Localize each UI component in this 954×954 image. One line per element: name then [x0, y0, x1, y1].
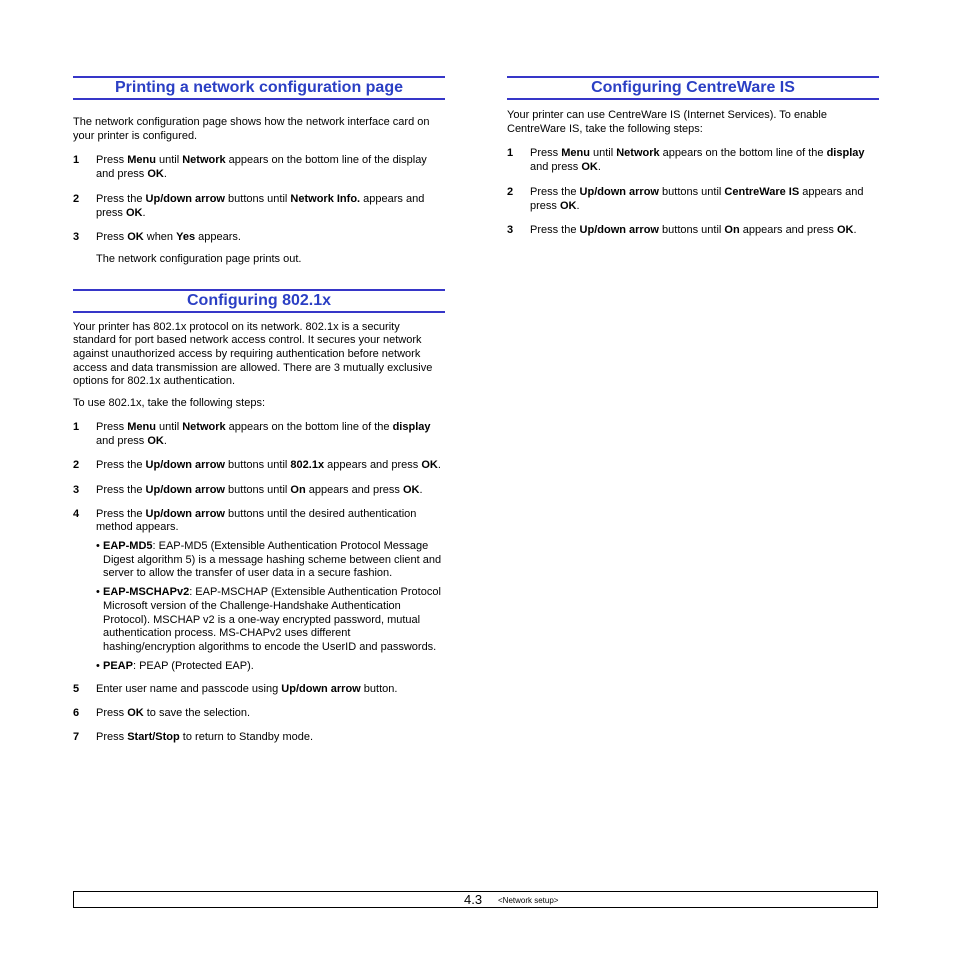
text-run: .: [437, 459, 441, 472]
step-item: [73, 154, 445, 181]
text-run: Press: [96, 154, 128, 167]
bullet-item: [73, 586, 445, 655]
step-number: 2: [507, 185, 514, 198]
step-number: 2: [73, 192, 80, 205]
step-item: [507, 186, 879, 213]
step-item: [507, 224, 879, 238]
text-run: Press the: [530, 185, 580, 198]
text-run: : EAP-MSCHAP (Extensible Authentication Protocol Microsoft version of the Challenge-Handshake Authentication Protocol). MSCHAP v2 is a one-way encrypted password, mutual authentication process. MS-CHAPv2 uses different hashing/encryption algorithms to encode the UserID and passwords.: [103, 586, 441, 653]
step-item: [73, 484, 445, 498]
step-number: 1: [73, 154, 80, 167]
bold-term: On: [724, 224, 740, 237]
text-run: .: [853, 224, 857, 237]
text-run: to return to Standby mode.: [179, 730, 314, 743]
text-run: appears on the bottom line of the: [659, 147, 827, 160]
bold-term: Menu: [127, 154, 156, 167]
step-text: [96, 231, 241, 243]
bold-term: EAP-MSCHAPv2: [103, 586, 190, 599]
text-run: Press: [96, 420, 128, 433]
step-number: 4: [73, 507, 80, 520]
bold-term: display: [826, 147, 865, 160]
right-column: [507, 76, 879, 238]
intro-network-config: The network configuration page shows how the network interface card on your printer is configured.: [73, 116, 430, 142]
bold-term: OK: [421, 459, 438, 472]
text-run: Enter user name and passcode using: [96, 683, 282, 696]
step-item: [73, 193, 445, 220]
bold-term: Menu: [561, 147, 590, 160]
step-text: [530, 186, 863, 212]
step-number: 6: [73, 707, 80, 720]
text-run: until: [155, 154, 183, 167]
step-text: [96, 154, 427, 180]
text-run: .: [597, 161, 601, 174]
bold-term: Up/down arrow: [145, 459, 225, 472]
bold-term: EAP-MD5: [103, 540, 153, 553]
text-run: buttons until the desired authentication method appears.: [96, 507, 417, 534]
bullet-mark: •: [96, 659, 100, 672]
step-number: 2: [73, 459, 80, 472]
text-run: until: [589, 147, 617, 160]
step-text: [96, 193, 424, 219]
step-note: The network configuration page prints out.: [96, 252, 302, 265]
bold-term: Up/down arrow: [281, 683, 361, 696]
bullet-mark: •: [96, 540, 100, 553]
bullet-text: [103, 540, 441, 579]
step-item: [73, 459, 445, 473]
step-text: [96, 683, 397, 695]
text-run: when: [143, 231, 177, 244]
bullet-text: [103, 660, 254, 672]
text-run: buttons until: [658, 185, 725, 198]
text-run: Press the: [530, 224, 580, 237]
left-column: [73, 76, 445, 745]
step-number: 3: [73, 483, 80, 496]
bold-term: OK: [402, 483, 420, 496]
step-item: [73, 707, 445, 721]
footer-section-label: <Network setup>: [498, 896, 559, 905]
text-run: appears and press: [305, 483, 403, 496]
text-run: until: [155, 420, 183, 433]
bold-term: OK: [559, 199, 577, 212]
step-item: [507, 147, 879, 174]
step-item: [73, 683, 445, 697]
heading-configuring-8021x: Configuring 802.1x: [73, 289, 445, 313]
step-text: [530, 147, 864, 173]
step-text: [96, 421, 430, 447]
text-run: .: [142, 206, 146, 219]
bold-term: Up/down arrow: [145, 192, 225, 205]
bullet-text: [103, 586, 441, 653]
text-run: Press the: [96, 192, 146, 205]
text-run: buttons until: [658, 224, 725, 237]
text-run: buttons until: [224, 459, 291, 472]
bold-term: OK: [836, 224, 854, 237]
step-item: [73, 421, 445, 448]
step-text: [530, 224, 857, 236]
step-text: [96, 459, 441, 471]
bold-term: OK: [581, 161, 598, 174]
bold-term: Up/down arrow: [579, 224, 659, 237]
step-number: 3: [507, 224, 514, 237]
bold-term: Up/down arrow: [145, 483, 225, 496]
bold-term: OK: [125, 206, 143, 219]
bullet-item: [73, 660, 445, 674]
step-text: [96, 731, 313, 743]
step-number: 3: [73, 231, 80, 244]
text-run: Press: [96, 730, 128, 743]
text-run: : PEAP (Protected EAP).: [132, 659, 254, 672]
heading-configuring-centreware: Configuring CentreWare IS: [507, 76, 879, 100]
step-item: [73, 231, 445, 245]
bold-term: On: [290, 483, 306, 496]
text-run: appears on the bottom line of the: [225, 420, 393, 433]
text-run: Press the: [96, 507, 146, 520]
lead-8021x: To use 802.1x, take the following steps:: [73, 397, 266, 410]
text-run: Press the: [96, 459, 146, 472]
bold-term: OK: [127, 707, 144, 720]
bullet-item: [73, 540, 445, 581]
bold-term: PEAP: [103, 659, 133, 672]
text-run: appears and press: [530, 185, 864, 212]
text-run: appears and press: [324, 459, 422, 472]
text-run: Press the: [96, 483, 146, 496]
bold-term: OK: [127, 231, 144, 244]
bold-term: Up/down arrow: [579, 185, 659, 198]
text-run: buttons until: [224, 192, 291, 205]
step-text: [96, 707, 250, 719]
step-number: 7: [73, 730, 80, 743]
step-number: 1: [507, 147, 514, 160]
heading-printing-network-config: Printing a network configuration page: [73, 76, 445, 100]
text-run: .: [163, 434, 167, 447]
text-run: .: [576, 199, 580, 212]
step-item: [73, 731, 445, 745]
bold-term: Yes: [176, 231, 196, 244]
page-footer: [73, 891, 878, 908]
text-run: .: [419, 483, 423, 496]
page-number: 4.3: [464, 892, 483, 907]
step-item: [73, 508, 445, 535]
bold-term: Network: [182, 420, 226, 433]
text-run: to save the selection.: [143, 707, 251, 720]
bold-term: Up/down arrow: [145, 507, 225, 520]
text-run: button.: [360, 683, 398, 696]
bold-term: Network: [616, 147, 660, 160]
text-run: appears.: [195, 231, 241, 244]
bold-term: OK: [147, 168, 164, 181]
bold-term: 802.1x: [290, 459, 325, 472]
bullet-mark: •: [96, 586, 100, 599]
step-text: [96, 484, 423, 496]
text-run: appears on the bottom line of the display and press: [96, 154, 427, 181]
bold-term: Network: [182, 154, 226, 167]
step-text: [96, 508, 416, 534]
text-run: appears and press: [96, 192, 425, 219]
text-run: buttons until: [224, 483, 291, 496]
step-number: 1: [73, 420, 80, 433]
intro-8021x: Your printer has 802.1x protocol on its network. 802.1x is a security standard for port based network access control. It secures your network against unauthorized access by requiring authentication before network access and data transmission are allowed. There are 3 mutually exclusive options for 802.1x authentication.: [73, 320, 433, 388]
bold-term: Menu: [127, 420, 156, 433]
text-run: and press: [530, 161, 582, 174]
text-run: Press: [530, 147, 562, 160]
text-run: .: [163, 168, 167, 181]
bold-term: CentreWare IS: [724, 185, 800, 198]
text-run: Press: [96, 231, 128, 244]
step-number: 5: [73, 683, 80, 696]
text-run: appears and press: [739, 224, 837, 237]
bold-term: display: [392, 420, 431, 433]
text-run: Press: [96, 707, 128, 720]
text-run: and press: [96, 434, 148, 447]
text-run: : EAP-MD5 (Extensible Authentication Protocol Message Digest algorithm 5) is a message hashing scheme between client and server to allow the transfer of user data in a secure fashion.: [103, 540, 442, 580]
bold-term: Network Info.: [290, 192, 361, 205]
bold-term: Start/Stop: [127, 730, 180, 743]
intro-centreware: Your printer can use CentreWare IS (Internet Services). To enable CentreWare IS, take the following steps:: [507, 109, 827, 135]
bold-term: OK: [147, 434, 164, 447]
